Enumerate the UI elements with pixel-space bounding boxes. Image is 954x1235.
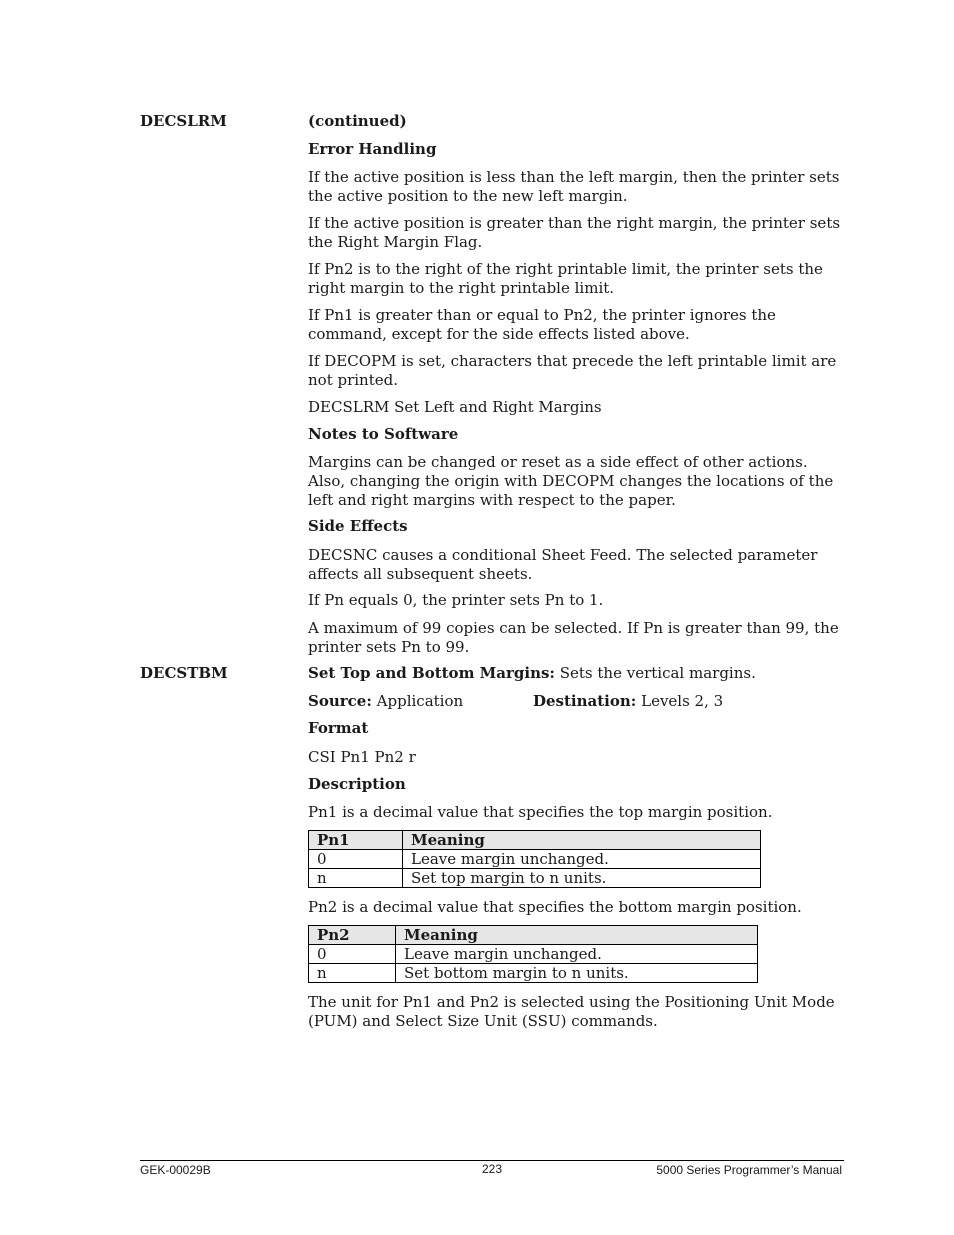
table-header-row: [309, 831, 761, 850]
footer-doc-id: GEK-00029B: [140, 1163, 211, 1177]
table-row: [309, 964, 758, 983]
pn2-table: [308, 925, 758, 983]
error-paragraph: If the active position is greater than the right margin, the printer sets the Right Margin Flag.: [308, 214, 841, 251]
table-header-row: [309, 926, 758, 945]
command-title: Set Top and Bottom Margins:: [308, 664, 555, 682]
notes-heading: Notes to Software: [308, 425, 459, 443]
error-handling-heading: Error Handling: [308, 140, 437, 158]
description-heading: Description: [308, 775, 406, 793]
side-effects-heading: Side Effects: [308, 517, 408, 535]
table-cell: n: [309, 964, 396, 983]
table-cell: Leave margin unchanged.: [403, 850, 761, 869]
unit-text: The unit for Pn1 and Pn2 is selected using the Positioning Unit Mode (PUM) and Select Size Unit (SSU) commands.: [308, 993, 835, 1030]
table-cell: Leave margin unchanged.: [396, 945, 758, 964]
side-effects-paragraph: DECSNC causes a conditional Sheet Feed. The selected parameter affects all subsequent sheets.: [308, 546, 818, 583]
table-header-cell: Pn1: [309, 831, 403, 850]
side-effects-paragraph: If Pn equals 0, the printer sets Pn to 1.: [308, 591, 604, 609]
error-paragraph: DECSLRM Set Left and Right Margins: [308, 398, 602, 416]
format-heading: Format: [308, 719, 369, 737]
command-title-description: Sets the vertical margins.: [559, 664, 756, 682]
table-cell: Set top margin to n units.: [403, 869, 761, 888]
footer-page-number: 223: [481, 1162, 503, 1176]
command-name-decstbm: DECSTBM: [140, 664, 228, 682]
error-paragraph: If Pn2 is to the right of the right printable limit, the printer sets the right margin to the right printable limit.: [308, 260, 823, 297]
error-paragraph: If the active position is less than the left margin, then the printer sets the active position to the new left margin.: [308, 168, 840, 205]
pn1-table: [308, 830, 761, 888]
destination-field: [533, 692, 723, 711]
table-header-cell: Meaning: [403, 831, 761, 850]
continued-label: (continued): [308, 112, 407, 130]
source-value: Application: [376, 692, 464, 710]
notes-text: Margins can be changed or reset as a side effect of other actions. Also, changing the origin with DECOPM changes the locations of the left and right margins with respect to the paper.: [308, 453, 834, 509]
table-header-cell: Meaning: [396, 926, 758, 945]
table-row: [309, 945, 758, 964]
pn2-intro: Pn2 is a decimal value that specifies the bottom margin position.: [308, 898, 802, 916]
table-header-cell: Pn2: [309, 926, 396, 945]
table-row: [309, 850, 761, 869]
error-paragraph: If DECOPM is set, characters that precede the left printable limit are not printed.: [308, 352, 837, 389]
destination-value: Levels 2, 3: [641, 692, 724, 710]
pn1-intro: Pn1 is a decimal value that specifies the top margin position.: [308, 803, 773, 821]
side-effects-paragraph: A maximum of 99 copies can be selected. If Pn is greater than 99, the printer sets Pn to 99.: [308, 619, 839, 656]
command-name-decslrm: DECSLRM: [140, 112, 227, 130]
footer-manual-title: 5000 Series Programmer’s Manual: [656, 1163, 842, 1177]
format-text: CSI Pn1 Pn2 r: [308, 748, 416, 766]
table-cell: n: [309, 869, 403, 888]
source-field: [308, 692, 463, 711]
table-row: [309, 869, 761, 888]
table-cell: Set bottom margin to n units.: [396, 964, 758, 983]
table-cell: 0: [309, 850, 403, 869]
error-paragraph: If Pn1 is greater than or equal to Pn2, the printer ignores the command, except for the side effects listed above.: [308, 306, 776, 343]
table-cell: 0: [309, 945, 396, 964]
source-label: Source:: [308, 692, 372, 710]
footer-divider: [140, 1160, 844, 1161]
command-title-line: [308, 664, 843, 683]
destination-label: Destination:: [533, 692, 637, 710]
